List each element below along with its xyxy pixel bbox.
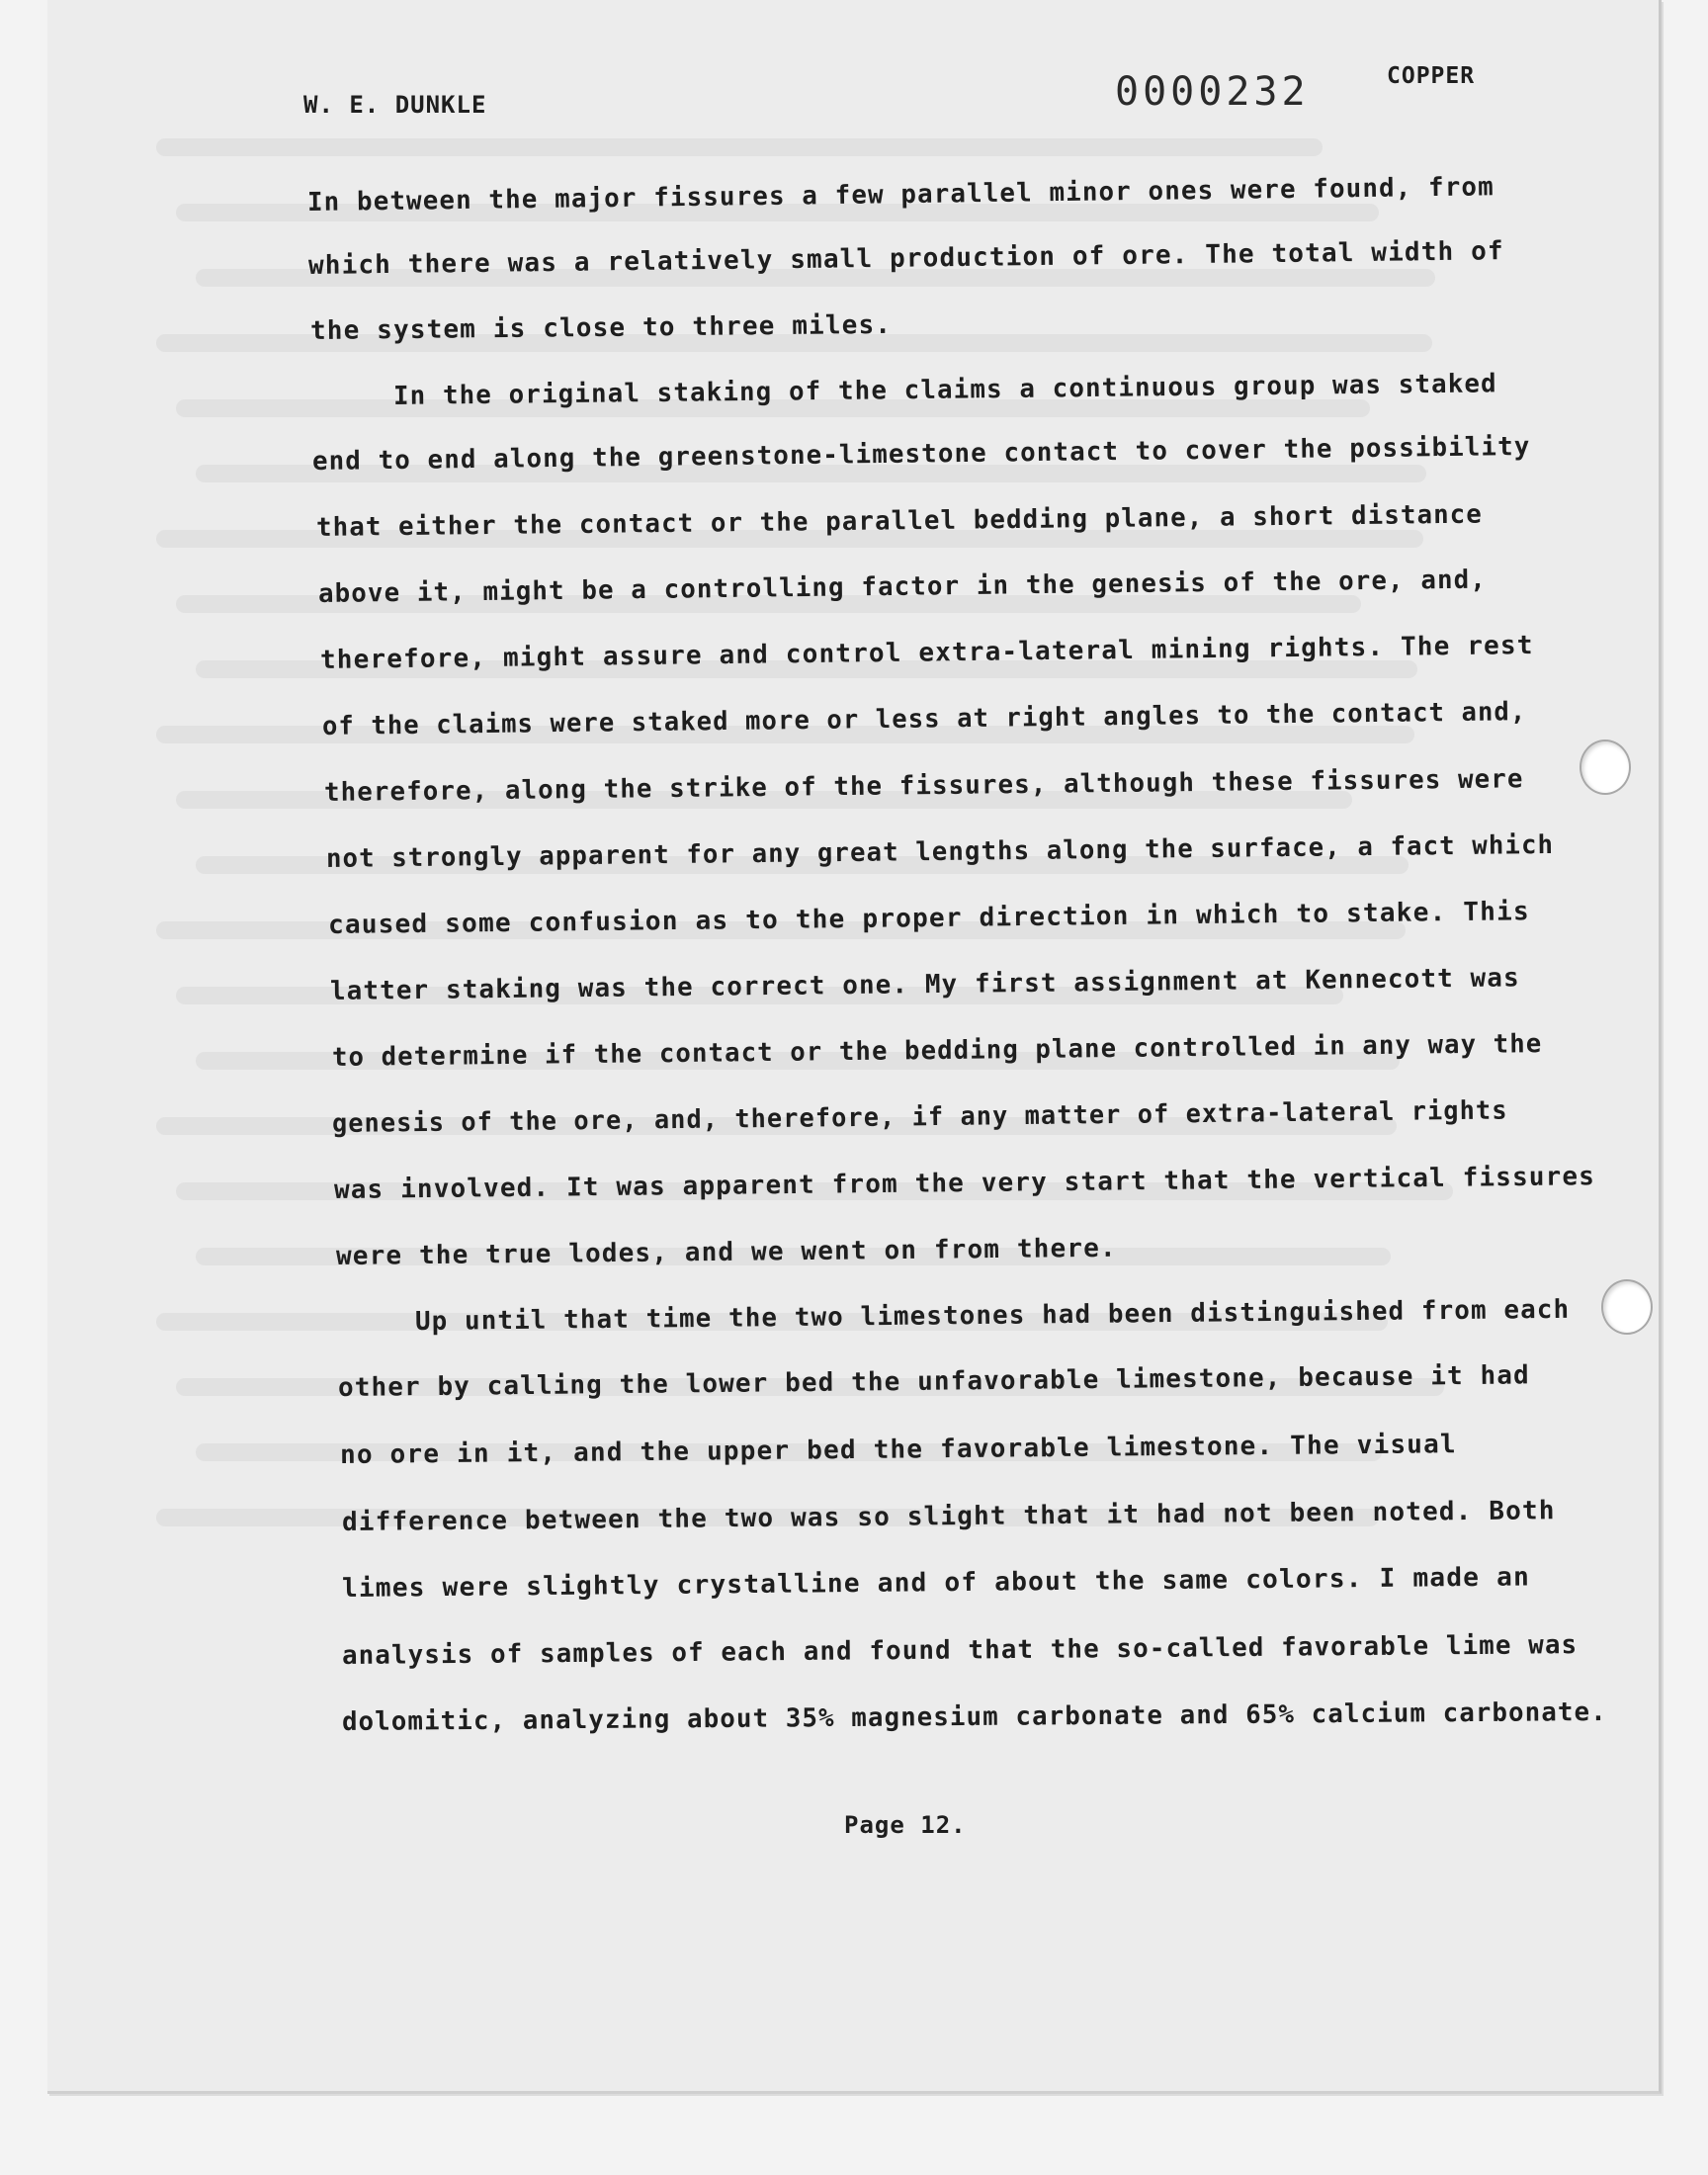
document-number: 0000232	[1115, 69, 1310, 115]
body-line: therefore, might assure and control extra-lateral mining rights. The rest	[319, 631, 1534, 675]
body-line: no ore in it, and the upper bed the favorable limestone. The visual	[339, 1430, 1457, 1470]
body-line: of the claims were staked more or less at right angles to the contact and,	[321, 697, 1527, 741]
body-line: analysis of samples of each and found that the so-called favorable lime was	[341, 1630, 1579, 1671]
body-line: limes were slightly crystalline and of about the same colors. I made an	[341, 1562, 1531, 1604]
body-line: In the original staking of the claims a continuous group was staked	[392, 369, 1497, 411]
body-line: difference between the two was so slight that it had not been noted. Both	[341, 1496, 1556, 1537]
body-line: were the true lodes, and we went on from there.	[335, 1233, 1117, 1271]
body-line: to determine if the contact or the bedding plane controlled in any way the	[331, 1029, 1543, 1073]
body-line: the system is close to three miles.	[309, 309, 893, 346]
body-line: latter staking was the correct one. My first assignment at Kennecott was	[329, 963, 1520, 1006]
body-line: above it, might be a controlling factor in the genesis of the ore, and,	[317, 565, 1488, 609]
bleed-through-line	[156, 138, 1323, 156]
body-line: was involved. It was apparent from the very start that the vertical fissures	[333, 1162, 1596, 1205]
body-line: In between the major fissures a few parallel minor ones were found, from	[306, 172, 1494, 218]
body-line: which there was a relatively small production of ore. The total width of	[307, 236, 1504, 281]
body-line: dolomitic, analyzing about 35% magnesium carbonate and 65% calcium carbonate.	[341, 1696, 1607, 1737]
page-number: Page 12.	[844, 1811, 967, 1839]
punch-hole-lower	[1601, 1279, 1653, 1335]
body-line: not strongly apparent for any great lengths along the surface, a fact which	[325, 829, 1555, 874]
body-line: therefore, along the strike of the fissures, although these fissures were	[323, 764, 1524, 808]
body-line: other by calling the lower bed the unfavorable limestone, because it had	[337, 1360, 1530, 1403]
body-line: Up until that time the two limestones had been distinguished from each	[414, 1294, 1571, 1337]
body-line: end to end along the greenstone-limestone contact to cover the possibility	[311, 431, 1531, 477]
body-line: that either the contact or the parallel bedding plane, a short distance	[315, 499, 1484, 543]
body-line: caused some confusion as to the proper direction in which to stake. This	[327, 897, 1530, 940]
punch-hole-upper	[1580, 740, 1631, 795]
subject-label: COPPER	[1387, 63, 1476, 89]
body-line: genesis of the ore, and, therefore, if any matter of extra-lateral rights	[331, 1095, 1508, 1139]
author-name: W. E. DUNKLE	[303, 91, 487, 119]
